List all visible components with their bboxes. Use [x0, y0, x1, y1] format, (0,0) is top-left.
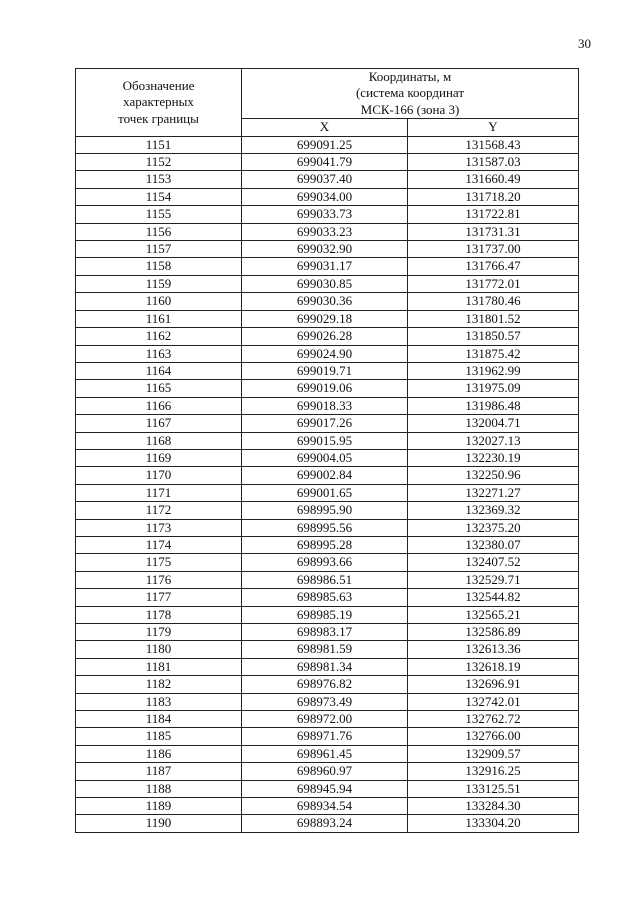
- x-coordinate-cell: 699017.26: [242, 415, 408, 432]
- y-coordinate-cell: 131772.01: [408, 275, 579, 292]
- y-coordinate-cell: 132271.27: [408, 484, 579, 501]
- table-header: [76, 69, 579, 137]
- y-coordinate-cell: 132544.82: [408, 589, 579, 606]
- table-row: [76, 449, 579, 466]
- y-coordinate-cell: 132742.01: [408, 693, 579, 710]
- y-column-header: Y: [408, 119, 579, 136]
- x-coordinate-cell: 698960.97: [242, 763, 408, 780]
- point-id-cell: 1185: [76, 728, 242, 745]
- coordinates-header-line-2: (система координат: [355, 85, 465, 101]
- point-id-header: [76, 69, 242, 137]
- table-row: [76, 310, 579, 327]
- table-row: [76, 241, 579, 258]
- y-coordinate-cell: 131975.09: [408, 380, 579, 397]
- y-coordinate-cell: 132586.89: [408, 624, 579, 641]
- point-id-cell: 1186: [76, 745, 242, 762]
- y-coordinate-cell: 131766.47: [408, 258, 579, 275]
- table-row: [76, 728, 579, 745]
- table-row: [76, 275, 579, 292]
- y-coordinate-cell: 132407.52: [408, 554, 579, 571]
- x-coordinate-cell: 699001.65: [242, 484, 408, 501]
- point-id-cell: 1153: [76, 171, 242, 188]
- table-row: [76, 258, 579, 275]
- y-coordinate-cell: 132909.57: [408, 745, 579, 762]
- table-row: [76, 136, 579, 153]
- table-row: [76, 711, 579, 728]
- x-coordinate-cell: 699033.73: [242, 206, 408, 223]
- point-id-cell: 1174: [76, 536, 242, 553]
- point-id-cell: 1155: [76, 206, 242, 223]
- x-coordinate-cell: 698995.90: [242, 502, 408, 519]
- y-coordinate-cell: 132380.07: [408, 536, 579, 553]
- table-row: [76, 658, 579, 675]
- table-row: [76, 589, 579, 606]
- x-coordinate-cell: 698995.56: [242, 519, 408, 536]
- x-coordinate-cell: 698985.19: [242, 606, 408, 623]
- point-id-header-line-1: Обозначение: [122, 77, 195, 93]
- point-id-cell: 1157: [76, 241, 242, 258]
- point-id-cell: 1169: [76, 449, 242, 466]
- x-coordinate-cell: 699041.79: [242, 154, 408, 171]
- y-coordinate-cell: 131568.43: [408, 136, 579, 153]
- x-coordinate-cell: 699024.90: [242, 345, 408, 362]
- x-coordinate-cell: 699002.84: [242, 467, 408, 484]
- point-id-cell: 1173: [76, 519, 242, 536]
- table-row: [76, 624, 579, 641]
- coordinates-group-header: [242, 69, 579, 119]
- x-coordinate-cell: 699026.28: [242, 328, 408, 345]
- coordinates-header-line-1: Координаты, м: [368, 69, 452, 84]
- x-coordinate-cell: 698985.63: [242, 589, 408, 606]
- table-row: [76, 154, 579, 171]
- x-coordinate-cell: 699018.33: [242, 397, 408, 414]
- point-id-cell: 1188: [76, 780, 242, 797]
- point-id-cell: 1179: [76, 624, 242, 641]
- y-coordinate-cell: 132916.25: [408, 763, 579, 780]
- y-coordinate-cell: 132766.00: [408, 728, 579, 745]
- table-row: [76, 780, 579, 797]
- x-coordinate-cell: 699091.25: [242, 136, 408, 153]
- point-id-cell: 1175: [76, 554, 242, 571]
- coordinates-header-line-3: МСК-166 (зона 3): [360, 101, 460, 117]
- y-coordinate-cell: 131718.20: [408, 188, 579, 205]
- x-coordinate-cell: 699030.36: [242, 293, 408, 310]
- point-id-cell: 1161: [76, 310, 242, 327]
- table-row: [76, 763, 579, 780]
- y-coordinate-cell: 131587.03: [408, 154, 579, 171]
- x-coordinate-cell: 698993.66: [242, 554, 408, 571]
- table-row: [76, 693, 579, 710]
- y-coordinate-cell: 131986.48: [408, 397, 579, 414]
- table-row: [76, 536, 579, 553]
- point-id-cell: 1151: [76, 136, 242, 153]
- y-coordinate-cell: 132369.32: [408, 502, 579, 519]
- x-coordinate-cell: 699030.85: [242, 275, 408, 292]
- table-row: [76, 519, 579, 536]
- y-coordinate-cell: 132004.71: [408, 415, 579, 432]
- y-coordinate-cell: 132696.91: [408, 676, 579, 693]
- point-id-cell: 1183: [76, 693, 242, 710]
- x-coordinate-cell: 699019.71: [242, 362, 408, 379]
- page-number: 30: [578, 36, 591, 51]
- table-row: [76, 467, 579, 484]
- table-row: [76, 328, 579, 345]
- table-row: [76, 206, 579, 223]
- y-coordinate-cell: 132529.71: [408, 571, 579, 588]
- x-coordinate-cell: 698995.28: [242, 536, 408, 553]
- y-coordinate-cell: 131780.46: [408, 293, 579, 310]
- point-id-cell: 1184: [76, 711, 242, 728]
- point-id-cell: 1171: [76, 484, 242, 501]
- table-row: [76, 798, 579, 815]
- x-coordinate-cell: 699004.05: [242, 449, 408, 466]
- point-id-cell: 1166: [76, 397, 242, 414]
- y-coordinate-cell: 132613.36: [408, 641, 579, 658]
- point-id-cell: 1159: [76, 275, 242, 292]
- x-coordinate-cell: 698983.17: [242, 624, 408, 641]
- point-id-cell: 1190: [76, 815, 242, 832]
- x-coordinate-cell: 699037.40: [242, 171, 408, 188]
- point-id-cell: 1172: [76, 502, 242, 519]
- point-id-cell: 1165: [76, 380, 242, 397]
- y-coordinate-cell: 132230.19: [408, 449, 579, 466]
- x-coordinate-cell: 698934.54: [242, 798, 408, 815]
- table-row: [76, 571, 579, 588]
- x-coordinate-cell: 699031.17: [242, 258, 408, 275]
- point-id-cell: 1180: [76, 641, 242, 658]
- y-coordinate-cell: 132250.96: [408, 467, 579, 484]
- table-row: [76, 484, 579, 501]
- table-row: [76, 502, 579, 519]
- point-id-cell: 1156: [76, 223, 242, 240]
- x-column-header: X: [242, 119, 408, 136]
- coordinates-table: [75, 68, 579, 833]
- point-id-cell: 1160: [76, 293, 242, 310]
- table-row: [76, 397, 579, 414]
- point-id-cell: 1158: [76, 258, 242, 275]
- table-row: [76, 815, 579, 832]
- y-coordinate-cell: 131962.99: [408, 362, 579, 379]
- table-row: [76, 188, 579, 205]
- x-coordinate-cell: 698973.49: [242, 693, 408, 710]
- table-body: [76, 136, 579, 832]
- x-coordinate-cell: 699034.00: [242, 188, 408, 205]
- table-row: [76, 293, 579, 310]
- table-row: [76, 380, 579, 397]
- point-id-header-line-3: точек границы: [118, 110, 199, 126]
- y-coordinate-cell: 131722.81: [408, 206, 579, 223]
- table-row: [76, 223, 579, 240]
- x-coordinate-cell: 699032.90: [242, 241, 408, 258]
- x-coordinate-cell: 698972.00: [242, 711, 408, 728]
- point-id-cell: 1182: [76, 676, 242, 693]
- y-coordinate-cell: 133125.51: [408, 780, 579, 797]
- x-coordinate-cell: 698961.45: [242, 745, 408, 762]
- table-row: [76, 362, 579, 379]
- x-coordinate-cell: 699033.23: [242, 223, 408, 240]
- x-coordinate-cell: 699029.18: [242, 310, 408, 327]
- point-id-cell: 1168: [76, 432, 242, 449]
- y-coordinate-cell: 133304.20: [408, 815, 579, 832]
- table-row: [76, 432, 579, 449]
- y-coordinate-cell: 131731.31: [408, 223, 579, 240]
- x-coordinate-cell: 699019.06: [242, 380, 408, 397]
- y-coordinate-cell: 132027.13: [408, 432, 579, 449]
- point-id-cell: 1170: [76, 467, 242, 484]
- point-id-cell: 1176: [76, 571, 242, 588]
- y-coordinate-cell: 132762.72: [408, 711, 579, 728]
- y-coordinate-cell: 132565.21: [408, 606, 579, 623]
- table-row: [76, 745, 579, 762]
- table-row: [76, 345, 579, 362]
- x-coordinate-cell: 698976.82: [242, 676, 408, 693]
- x-coordinate-cell: 699015.95: [242, 432, 408, 449]
- table-row: [76, 171, 579, 188]
- x-coordinate-cell: 698986.51: [242, 571, 408, 588]
- y-coordinate-cell: 132375.20: [408, 519, 579, 536]
- y-coordinate-cell: 131737.00: [408, 241, 579, 258]
- x-coordinate-cell: 698971.76: [242, 728, 408, 745]
- x-coordinate-cell: 698945.94: [242, 780, 408, 797]
- table-row: [76, 641, 579, 658]
- point-id-cell: 1164: [76, 362, 242, 379]
- point-id-cell: 1163: [76, 345, 242, 362]
- y-coordinate-cell: 132618.19: [408, 658, 579, 675]
- x-coordinate-cell: 698981.59: [242, 641, 408, 658]
- y-coordinate-cell: 133284.30: [408, 798, 579, 815]
- table-row: [76, 606, 579, 623]
- point-id-cell: 1154: [76, 188, 242, 205]
- point-id-cell: 1167: [76, 415, 242, 432]
- table-row: [76, 415, 579, 432]
- point-id-header-line-2: характерных: [123, 94, 194, 110]
- point-id-cell: 1187: [76, 763, 242, 780]
- y-coordinate-cell: 131660.49: [408, 171, 579, 188]
- y-coordinate-cell: 131875.42: [408, 345, 579, 362]
- y-coordinate-cell: 131850.57: [408, 328, 579, 345]
- point-id-cell: 1189: [76, 798, 242, 815]
- point-id-cell: 1162: [76, 328, 242, 345]
- point-id-cell: 1181: [76, 658, 242, 675]
- point-id-cell: 1152: [76, 154, 242, 171]
- x-coordinate-cell: 698981.34: [242, 658, 408, 675]
- point-id-cell: 1178: [76, 606, 242, 623]
- y-coordinate-cell: 131801.52: [408, 310, 579, 327]
- x-coordinate-cell: 698893.24: [242, 815, 408, 832]
- point-id-cell: 1177: [76, 589, 242, 606]
- table-row: [76, 554, 579, 571]
- table-row: [76, 676, 579, 693]
